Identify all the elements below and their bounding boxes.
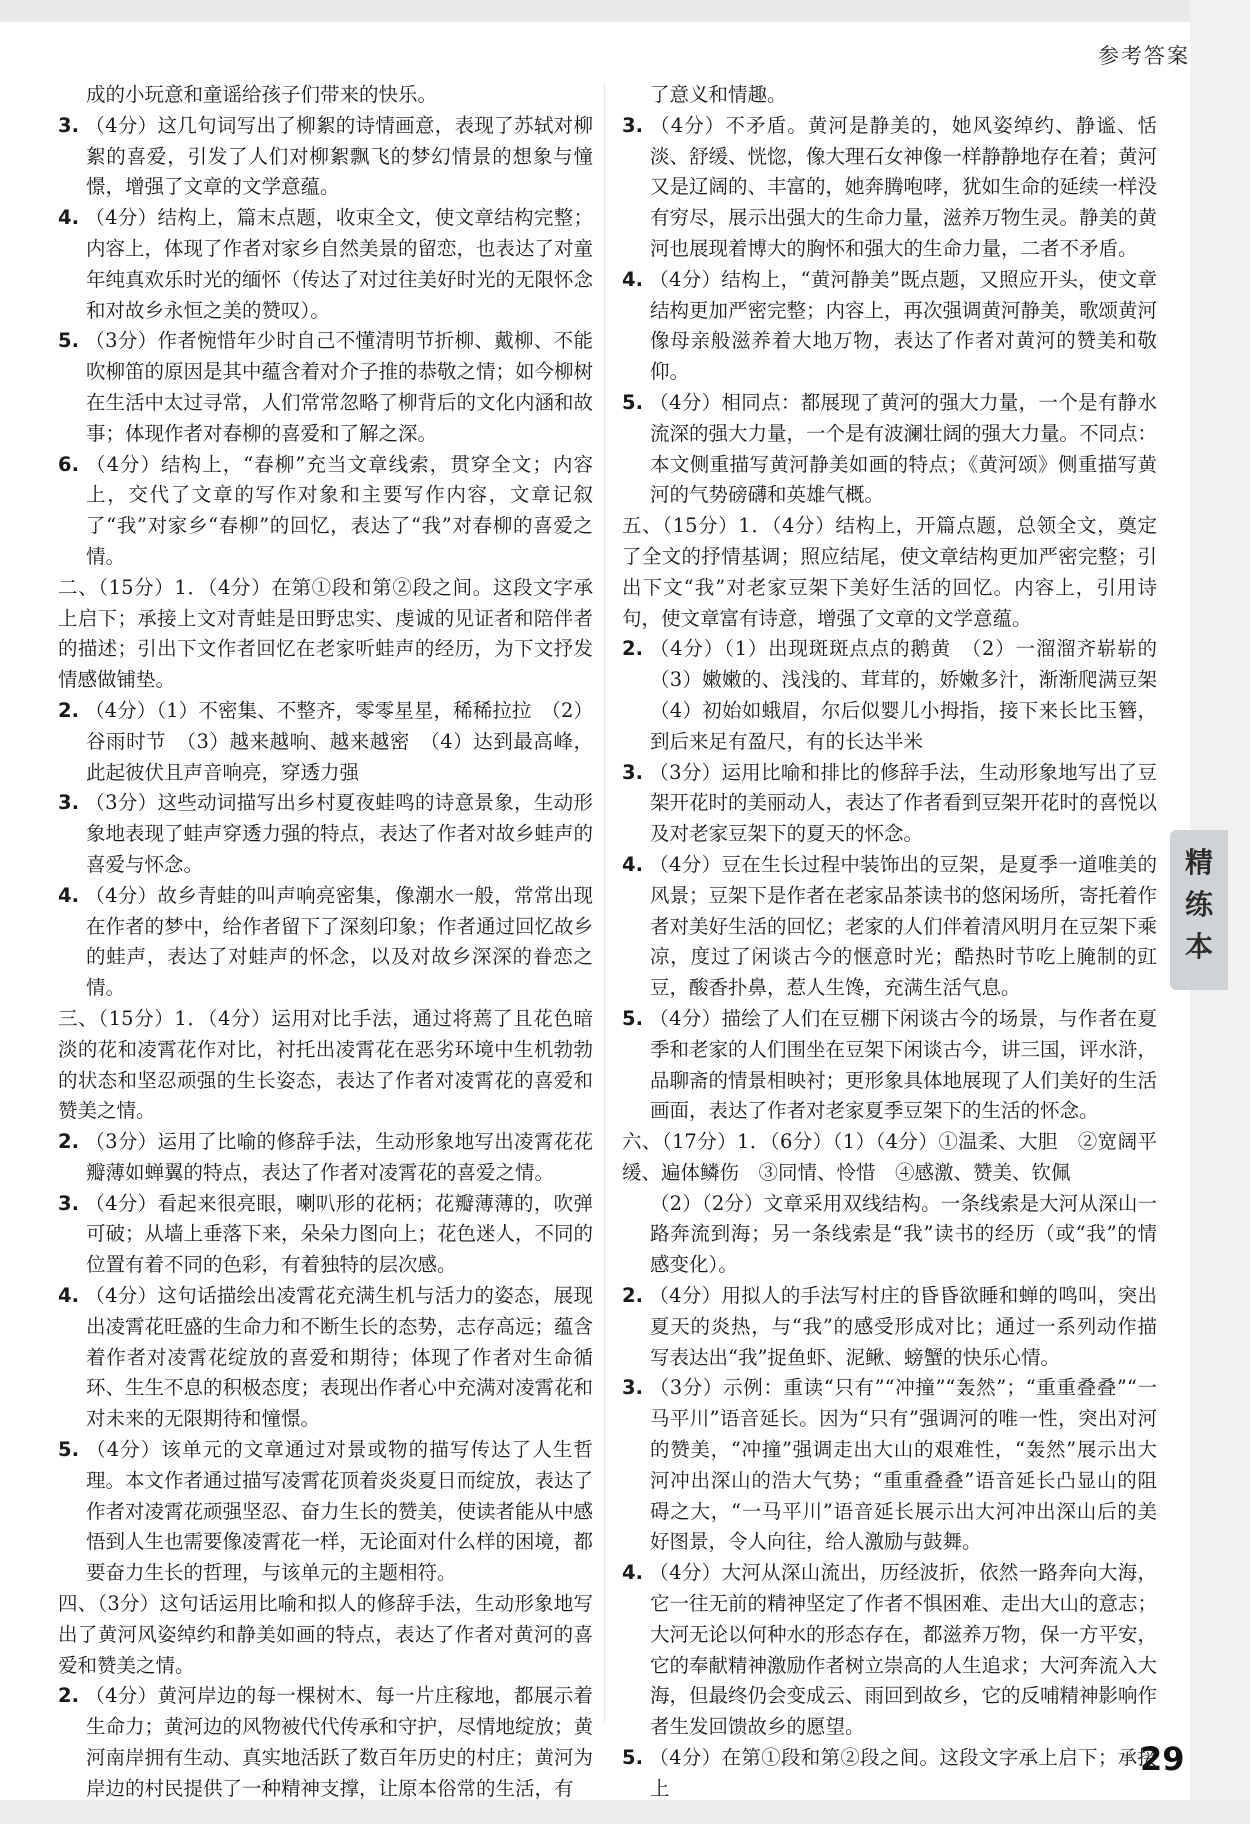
answer-text: （4分）在第①段和第②段之间。这段文字承上启下；承接上 (648, 1746, 1157, 1800)
question-number: 5. (622, 1746, 643, 1770)
answer-paragraph (622, 1127, 1157, 1189)
answer-text: （4分）该单元的文章通过对景或物的描写传达了人生哲理。本文作者通过描写凌霄花顶着炎炎夏日而绽放，表达了作者对凌霄花顽强坚忍、奋力生长的赞美，使读者能从中感悟到人生也需要像凌霄花一样，无论面对什么样的困境，都要奋力生长的哲理，与该单元的主题相符。 (84, 1438, 594, 1585)
answer-paragraph (58, 1589, 593, 1681)
answer-paragraph (622, 850, 1157, 1004)
answer-text: 三、（15分）1．（4分）运用对比手法，通过将蔫了且花色暗淡的花和凌霄花作对比，衬托出凌霄花在恶劣环境中生机勃勃的状态和坚忍顽强的生长姿态，表达了作者对凌霄花的喜爱和赞美之情。 (58, 1006, 593, 1123)
answer-text: （4分）结构上，“春柳”充当文章线索，贯穿全文；内容上，交代了文章的写作对象和主要写作内容，文章记叙了“我”对家乡“春柳”的回忆，表达了“我”对春柳的喜爱之情。 (84, 452, 593, 568)
question-number: 2. (58, 1684, 79, 1708)
answer-text: （4分）用拟人的手法写村庄的昏昏欲睡和蝉的鸣叫，突出夏天的炎热，与“我”的感受形成对比；通过一系列动作描写表达出“我”捉鱼虾、泥鳅、螃蟹的快乐心情。 (648, 1284, 1157, 1369)
answer-paragraph (58, 450, 593, 573)
answer-paragraph (622, 1281, 1157, 1373)
answer-text: （4分）（1）出现斑斑点点的鹅黄 （2）一溜溜齐崭崭的（3）嫩嫩的、浅浅的、茸茸的，娇嫩多汁，渐渐爬满豆架（4）初始如蛾眉，尔后似婴儿小拇指，接下来长比玉簪，到后来足有盈尺，有的长达半米 (648, 637, 1157, 753)
answer-paragraph (58, 326, 593, 449)
answer-paragraph (622, 511, 1157, 634)
answer-text: （4分）看起来很亮眼，喇叭形的花柄；花瓣薄薄的，吹弹可破；从墙上垂落下来，朵朵力图向上；花色迷人，不同的位置有着不同的色彩，有着独特的层次感。 (84, 1191, 594, 1277)
page-number: 29 (1140, 1740, 1185, 1778)
question-number: 3. (622, 1376, 643, 1400)
answer-paragraph (58, 1281, 593, 1435)
answer-paragraph (58, 203, 593, 326)
answer-text: （3分）这些动词描写出乡村夏夜蛙鸣的诗意景象，生动形象地表现了蛙声穿透力强的特点，表达了作者对故乡蛙声的喜爱与怀念。 (84, 791, 594, 876)
question-number: 4. (622, 1561, 643, 1585)
answer-paragraph (58, 1681, 593, 1804)
question-number: 3. (622, 113, 643, 137)
answer-text: （3分）运用了比喻的修辞手法，生动形象地写出凌霄花花瓣薄如蝉翼的特点，表达了作者对凌霄花的喜爱之情。 (84, 1130, 593, 1184)
answer-text: （4分）不矛盾。黄河是静美的，她风姿绰约、静谧、恬淡、舒缓、恍惚，像大理石女神像一样静静地存在着；黄河又是辽阔的、丰富的，她奔腾咆哮，犹如生命的延续一样没有穷尽，展示出强大的生命力量，滋养万物生灵。静美的黄河也展现着博大的胸怀和强大的生命力量，二者不矛盾。 (648, 113, 1158, 260)
question-number: 4. (622, 267, 643, 291)
question-number: 4. (58, 1284, 79, 1308)
answer-paragraph (622, 388, 1157, 511)
question-number: 3. (58, 113, 79, 137)
top-scan-border (0, 0, 1250, 22)
answer-text: 了意义和情趣。 (650, 83, 787, 106)
answer-text: 二、（15分）1．（4分）在第①段和第②段之间。这段文字承上启下；承接上文对青蛙是田野忠实、虔诚的见证者和陪伴者的描述；引出下文作者回忆在老家听蛙声的经历，为下文抒发情感做铺垫。 (58, 575, 593, 692)
answer-paragraph (58, 573, 593, 696)
question-number: 5. (622, 390, 643, 414)
answer-paragraph (622, 1558, 1157, 1743)
answer-text: （4分）结构上，篇末点题，收束全文，使文章结构完整；内容上，体现了作者对家乡自然美景的留恋，也表达了对童年纯真欢乐时光的缅怀（传达了对过往美好时光的无限怀念和对故乡永恒之美的赞叹）。 (84, 206, 594, 322)
answer-paragraph (622, 758, 1157, 850)
answer-paragraph (58, 1127, 593, 1189)
side-tab-label: 精练本 (1184, 846, 1213, 963)
answer-paragraph (58, 696, 593, 788)
question-number: 4. (58, 206, 79, 230)
answer-text: （4分）描绘了人们在豆棚下闲谈古今的场景，与作者在夏季和老家的人们围坐在豆架下闲谈古今，讲三国，评水浒，品聊斋的情景相映衬；更形象具体地展现了人们美好的生活画面，表达了作者对老家夏季豆架下的生活的怀念。 (648, 1006, 1158, 1123)
right-column (622, 80, 1157, 1805)
answer-text: （4分）故乡青蛙的叫声响亮密集，像潮水一般，常常出现在作者的梦中，给作者留下了深刻印象；作者通过回忆故乡的蛙声，表达了对蛙声的怀念，以及对故乡深深的眷恋之情。 (84, 883, 594, 1000)
answer-text: （4分）这几句词写出了柳絮的诗情画意，表现了苏轼对柳絮的喜爱，引发了人们对柳絮飘飞的梦幻情景的想象与憧憬，增强了文章的文学意蕴。 (84, 113, 593, 199)
answer-text: （4分）豆在生长过程中装饰出的豆架，是夏季一道唯美的风景；豆架下是作者在老家品茶读书的悠闲场所，寄托着作者对美好生活的回忆；老家的人们伴着清风明月在豆架下乘凉，度过了闲谈古今的惬意时光；酷热时节吃上腌制的豇豆，酸香扑鼻，惹人生馋，充满生活气息。 (648, 852, 1158, 1000)
answer-paragraph (622, 1373, 1157, 1558)
answer-paragraph (622, 265, 1157, 388)
question-number: 2. (58, 698, 79, 722)
question-number: 2. (622, 637, 643, 661)
header-label: 参考答案 (1098, 44, 1190, 68)
column-divider (604, 82, 605, 1722)
question-number: 5. (58, 1438, 79, 1462)
question-number: 2. (58, 1130, 79, 1154)
question-number: 3. (622, 760, 643, 784)
answer-text: （3分）运用比喻和排比的修辞手法，生动形象地写出了豆架开花时的美丽动人，表达了作者看到豆架开花时的喜悦以及对老家豆架下的夏天的怀念。 (648, 760, 1158, 846)
answer-text: 成的小玩意和童谣给孩子们带来的快乐。 (86, 83, 438, 106)
answer-text: （4分）结构上，“黄河静美”既点题，又照应开头，使文章结构更加严密完整；内容上，再次强调黄河静美，歌颂黄河像母亲般滋养着大地万物，表达了作者对黄河的赞美和敬仰。 (648, 267, 1158, 384)
question-number: 6. (58, 452, 79, 476)
answer-paragraph (622, 80, 1157, 111)
answer-paragraph (622, 634, 1157, 757)
answer-text: 六、（17分）1．（6分）（1）（4分）①温柔、大胆 ②宽阔平缓、遍体鳞伤 ③同情、怜惜 ④感激、赞美、钦佩 (622, 1130, 1157, 1184)
answer-paragraph (622, 1743, 1157, 1805)
question-number: 4. (622, 852, 643, 876)
answer-text: （4分）大河从深山流出，历经波折，依然一路奔向大海，它一往无前的精神坚定了作者不惧困难、走出大山的意志；大河无论以何种水的形态存在，都滋养万物，保一方平安，它的奉献精神激励作者树立崇高的人生追求；大河奔流入大海，但最终仍会变成云、雨回到故乡，它的反哺精神影响作者生发回馈故乡的愿望。 (648, 1561, 1158, 1739)
answer-text: （4分）黄河岸边的每一棵树木、每一片庄稼地，都展示着生命力；黄河边的风物被代代传承和守护，尽情地绽放；黄河南岸拥有生动、真实地活跃了数百年历史的村庄；黄河为岸边的村民提供了一种精神支撑，让原本俗常的生活，有 (84, 1684, 594, 1800)
answer-paragraph (58, 1004, 593, 1127)
question-number: 3. (58, 791, 79, 815)
answer-text: （4分）（1）不密集、不整齐，零零星星，稀稀拉拉 （2）谷雨时节 （3）越来越响、越来越密 （4）达到最高峰，此起彼伏且声音响亮，穿透力强 (84, 698, 593, 784)
answer-text: （3分）作者惋惜年少时自己不懂清明节折柳、戴柳、不能吹柳笛的原因是其中蕴含着对介子推的恭敬之情；如今柳树在生活中太过寻常，人们常常忽略了柳背后的文化内涵和故事；体现作者对春柳的喜爱和了解之深。 (84, 329, 594, 445)
answer-text: （2）（2分）文章采用双线结构。一条线索是大河从深山一路奔流到海；另一条线索是“我”读书的经历（或“我”的情感变化）。 (650, 1191, 1157, 1277)
answer-paragraph (622, 1189, 1157, 1281)
side-tab (1170, 830, 1228, 990)
question-number: 5. (622, 1006, 643, 1030)
question-number: 3. (58, 1191, 79, 1215)
answer-paragraph (58, 788, 593, 880)
answer-text: （4分）这句话描绘出凌霄花充满生机与活力的姿态，展现出凌霄花旺盛的生命力和不断生长的态势，志存高远；蕴含着作者对凌霄花绽放的喜爱和期待；体现了作者对生命循环、生生不息的积极态度；表现出作者心中充满对凌霄花和对未来的无限期待和憧憬。 (84, 1284, 594, 1431)
answer-paragraph (58, 1189, 593, 1281)
answer-text: 四、（3分）这句话运用比喻和拟人的修辞手法，生动形象地写出了黄河风姿绰约和静美如画的特点，表达了作者对黄河的喜爱和赞美之情。 (58, 1592, 593, 1677)
answer-paragraph (622, 1004, 1157, 1127)
answer-paragraph (58, 1435, 593, 1589)
answer-text: （4分）相同点：都展现了黄河的强大力量，一个是有静水流深的强大力量，一个是有波澜壮阔的强大力量。不同点：本文侧重描写黄河静美如画的特点；《黄河颂》侧重描写黄河的气势磅礴和英雄气概。 (648, 390, 1158, 507)
question-number: 5. (58, 329, 79, 353)
answer-paragraph (622, 111, 1157, 265)
answer-text: （3分）示例：重读“只有”“冲撞”“轰然”；“重重叠叠”“一马平川”语音延长。因为“只有”强调河的唯一性，突出对河的赞美，“冲撞”强调走出大山的艰难性，“轰然”展示出大河冲出深山的浩大气势；“重重叠叠”语音延长凸显山的阻碍之大，“一马平川”语音延长展示出大河冲出深山后的美好图景，令人向往，给人激励与鼓舞。 (648, 1376, 1157, 1554)
answer-paragraph (58, 80, 593, 111)
answer-paragraph (58, 111, 593, 203)
left-column (58, 80, 593, 1805)
answer-text: 五、（15分）1．（4分）结构上，开篇点题，总领全文，奠定了全文的抒情基调；照应结尾，使文章结构更加严密完整；引出下文“我”对老家豆架下美好生活的回忆。内容上，引用诗句，使文章富有诗意，增强了文章的文学意蕴。 (622, 514, 1157, 630)
question-number: 2. (622, 1284, 643, 1308)
answer-paragraph (58, 881, 593, 1004)
question-number: 4. (58, 883, 79, 907)
